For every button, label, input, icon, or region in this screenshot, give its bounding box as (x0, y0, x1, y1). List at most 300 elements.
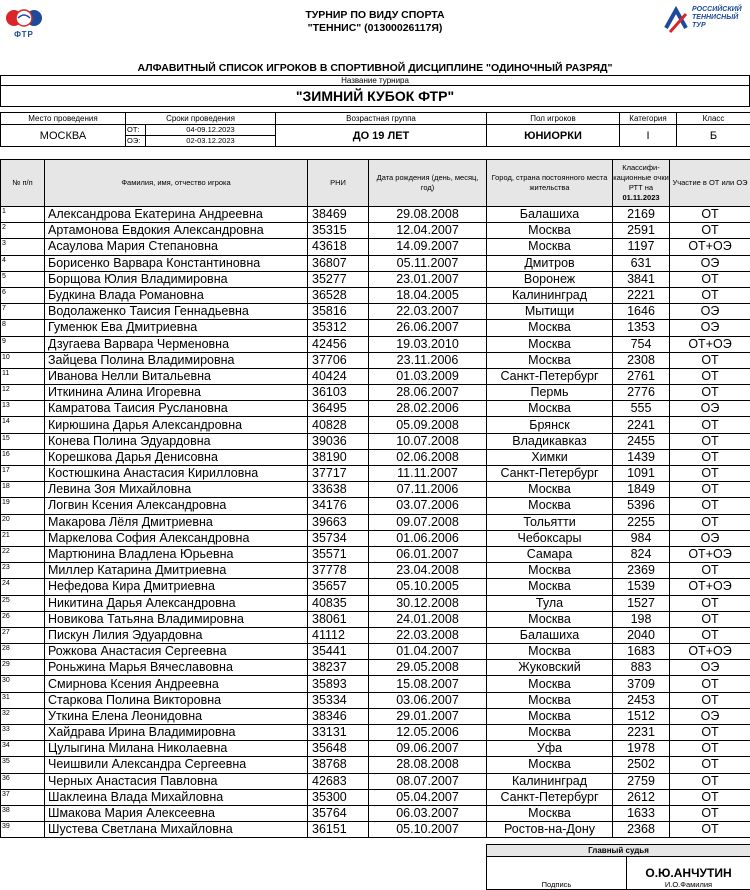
cell-part: ОТ (670, 611, 750, 627)
dates-label: Сроки проведения (126, 113, 276, 125)
col-name: Фамилия, имя, отчество игрока (45, 160, 308, 207)
cell-city: Москва (487, 239, 613, 255)
table-row (1, 708, 750, 724)
cell-points: 2241 (613, 417, 670, 433)
cell-city: Москва (487, 692, 613, 708)
cell-city: Москва (487, 611, 613, 627)
ot-dates: 04-09.12.2023 (146, 125, 276, 136)
cell-name: Новикова Татьяна Владимировна (45, 611, 308, 627)
cell-rni: 35315 (308, 223, 369, 239)
cell-rni: 38768 (308, 757, 369, 773)
table-row (1, 368, 750, 384)
cell-points: 1439 (613, 449, 670, 465)
cell-dob: 18.04.2005 (369, 287, 487, 303)
gender-value: ЮНИОРКИ (487, 125, 620, 147)
cell-no: 30 (1, 676, 45, 692)
cell-part: ОТ (670, 676, 750, 692)
table-row (1, 482, 750, 498)
cell-name: Роньжина Марья Вячеславовна (45, 660, 308, 676)
cell-rni: 40835 (308, 595, 369, 611)
judge-name-label: И.О.Фамилия (627, 880, 750, 889)
cell-part: ОТ (670, 692, 750, 708)
cell-part: ОЭ (670, 530, 750, 546)
cell-no: 20 (1, 514, 45, 530)
rtt-logo-line2: ТЕННИСНЫЙ (692, 14, 742, 22)
class-value: Б (677, 125, 750, 147)
cell-city: Владикавказ (487, 433, 613, 449)
table-row (1, 401, 750, 417)
cell-part: ОТ+ОЭ (670, 336, 750, 352)
col-part: Участие в ОТ или ОЭ (670, 160, 750, 207)
cell-part: ОТ (670, 287, 750, 303)
cell-rni: 38237 (308, 660, 369, 676)
cell-dob: 01.04.2007 (369, 644, 487, 660)
cell-no: 7 (1, 304, 45, 320)
cell-dob: 07.11.2006 (369, 482, 487, 498)
cell-rni: 35334 (308, 692, 369, 708)
cell-points: 2308 (613, 352, 670, 368)
cell-rni: 38469 (308, 207, 369, 223)
cell-part: ОЭ (670, 660, 750, 676)
cell-dob: 03.07.2006 (369, 498, 487, 514)
table-row (1, 805, 750, 821)
cell-city: Москва (487, 482, 613, 498)
cell-points: 2591 (613, 223, 670, 239)
table-row (1, 546, 750, 562)
cell-name: Асаулова Мария Степановна (45, 239, 308, 255)
tournament-name: "ЗИМНИЙ КУБОК ФТР" (1, 86, 750, 107)
cell-part: ОТ+ОЭ (670, 644, 750, 660)
col-rni: РНИ (308, 160, 369, 207)
table-row (1, 676, 750, 692)
cell-no: 33 (1, 725, 45, 741)
cell-dob: 11.11.2007 (369, 466, 487, 482)
cell-part: ОТ (670, 433, 750, 449)
cell-points: 824 (613, 546, 670, 562)
cell-name: Никитина Дарья Александровна (45, 595, 308, 611)
cell-dob: 05.11.2007 (369, 255, 487, 271)
cell-part: ОЭ (670, 401, 750, 417)
cell-part: ОЭ (670, 255, 750, 271)
cell-rni: 35657 (308, 579, 369, 595)
cell-part: ОТ (670, 595, 750, 611)
cell-part: ОТ (670, 822, 750, 838)
cell-city: Калининград (487, 287, 613, 303)
cell-no: 32 (1, 708, 45, 724)
cell-name: Миллер Катарина Дмитриевна (45, 563, 308, 579)
cell-name: Гуменюк Ева Дмитриевна (45, 320, 308, 336)
cell-city: Балашиха (487, 627, 613, 643)
cell-name: Шустева Светлана Михайловна (45, 822, 308, 838)
judge-name: О.Ю.АНЧУТИН (627, 866, 750, 880)
cell-part: ОТ (670, 449, 750, 465)
cell-city: Санкт-Петербург (487, 368, 613, 384)
cell-points: 5396 (613, 498, 670, 514)
cell-points: 3709 (613, 676, 670, 692)
cell-dob: 06.01.2007 (369, 546, 487, 562)
cell-points: 1683 (613, 644, 670, 660)
cell-name: Старкова Полина Викторовна (45, 692, 308, 708)
cell-name: Дзугаева Варвара Черменовна (45, 336, 308, 352)
cell-no: 23 (1, 563, 45, 579)
table-row (1, 757, 750, 773)
list-title: АЛФАВИТНЫЙ СПИСОК ИГРОКОВ В СПОРТИВНОЙ ДИСЦИПЛИНЕ "ОДИНОЧНЫЙ РАЗРЯД" (60, 62, 690, 74)
cell-rni: 37778 (308, 563, 369, 579)
cell-rni: 38061 (308, 611, 369, 627)
cell-points: 1353 (613, 320, 670, 336)
cell-dob: 09.07.2008 (369, 514, 487, 530)
col-points-date: 01.11.2023 (622, 193, 659, 202)
cell-dob: 29.08.2008 (369, 207, 487, 223)
table-row (1, 579, 750, 595)
cell-no: 24 (1, 579, 45, 595)
cell-rni: 35734 (308, 530, 369, 546)
age-value: ДО 19 ЛЕТ (276, 125, 487, 147)
cell-part: ОЭ (670, 320, 750, 336)
cell-name: Иткинина Алина Игоревна (45, 385, 308, 401)
cell-points: 2502 (613, 757, 670, 773)
cell-no: 37 (1, 789, 45, 805)
cell-name: Конева Полина Эдуардовна (45, 433, 308, 449)
cell-city: Брянск (487, 417, 613, 433)
cell-dob: 19.03.2010 (369, 336, 487, 352)
cell-part: ОТ (670, 466, 750, 482)
cell-no: 39 (1, 822, 45, 838)
cell-no: 21 (1, 530, 45, 546)
cell-no: 12 (1, 385, 45, 401)
cell-points: 754 (613, 336, 670, 352)
cell-name: Борисенко Варвара Константиновна (45, 255, 308, 271)
cell-part: ОТ (670, 352, 750, 368)
cell-name: Мартюнина Владлена Юрьевна (45, 546, 308, 562)
cell-dob: 06.03.2007 (369, 805, 487, 821)
cell-part: ОТ (670, 498, 750, 514)
tournament-name-label: Название турнира (1, 76, 750, 86)
cell-no: 6 (1, 287, 45, 303)
cell-dob: 15.08.2007 (369, 676, 487, 692)
cell-city: Москва (487, 805, 613, 821)
cell-name: Артамонова Евдокия Александровна (45, 223, 308, 239)
cell-name: Хайдрава Ирина Владимировна (45, 725, 308, 741)
cell-dob: 28.08.2008 (369, 757, 487, 773)
cell-points: 2761 (613, 368, 670, 384)
cell-city: Москва (487, 498, 613, 514)
cell-city: Чебоксары (487, 530, 613, 546)
cell-points: 1527 (613, 595, 670, 611)
cell-name: Александрова Екатерина Андреевна (45, 207, 308, 223)
cell-rni: 39663 (308, 514, 369, 530)
table-row (1, 498, 750, 514)
cell-city: Самара (487, 546, 613, 562)
cell-no: 26 (1, 611, 45, 627)
cell-points: 631 (613, 255, 670, 271)
cell-points: 2455 (613, 433, 670, 449)
cell-part: ОЭ (670, 304, 750, 320)
cell-part: ОТ (670, 725, 750, 741)
rtt-logo-line3: ТУР (692, 22, 742, 30)
cell-rni: 42456 (308, 336, 369, 352)
cell-part: ОТ (670, 482, 750, 498)
cell-name: Костюшкина Анастасия Кирилловна (45, 466, 308, 482)
table-row (1, 611, 750, 627)
table-row (1, 207, 750, 223)
venue-value: МОСКВА (1, 125, 126, 147)
cell-dob: 01.06.2006 (369, 530, 487, 546)
cell-no: 27 (1, 627, 45, 643)
table-row (1, 773, 750, 789)
cell-points: 1197 (613, 239, 670, 255)
table-row (1, 304, 750, 320)
cell-rni: 35764 (308, 805, 369, 821)
cell-dob: 05.04.2007 (369, 789, 487, 805)
cell-rni: 35312 (308, 320, 369, 336)
cell-no: 28 (1, 644, 45, 660)
table-row (1, 433, 750, 449)
cell-rni: 35571 (308, 546, 369, 562)
cell-dob: 02.06.2008 (369, 449, 487, 465)
cell-rni: 37706 (308, 352, 369, 368)
cell-points: 2221 (613, 287, 670, 303)
cell-part: ОТ (670, 385, 750, 401)
cell-no: 10 (1, 352, 45, 368)
title-line1: ТУРНИР ПО ВИДУ СПОРТА (150, 9, 600, 22)
cell-no: 31 (1, 692, 45, 708)
cell-no: 38 (1, 805, 45, 821)
cell-points: 2255 (613, 514, 670, 530)
table-row (1, 287, 750, 303)
cell-part: ОТ (670, 773, 750, 789)
cell-name: Кирюшина Дарья Александровна (45, 417, 308, 433)
cell-name: Смирнова Ксения Андреевна (45, 676, 308, 692)
cell-name: Камратова Таисия Руслановна (45, 401, 308, 417)
cell-city: Москва (487, 563, 613, 579)
cell-rni: 33638 (308, 482, 369, 498)
cell-rni: 40424 (308, 368, 369, 384)
cell-name: Пискун Лилия Эдуардовна (45, 627, 308, 643)
cell-city: Москва (487, 757, 613, 773)
cell-points: 2231 (613, 725, 670, 741)
cell-part: ОТ (670, 271, 750, 287)
cell-rni: 33131 (308, 725, 369, 741)
oe-label: ОЭ: (126, 136, 146, 147)
table-row (1, 822, 750, 838)
cell-city: Москва (487, 725, 613, 741)
col-no: № п/п (1, 160, 45, 207)
category-label: Категория (620, 113, 677, 125)
cell-rni: 42683 (308, 773, 369, 789)
rtt-logo-line1: РОССИЙСКИЙ (692, 6, 742, 14)
cell-rni: 35277 (308, 271, 369, 287)
cell-city: Дмитров (487, 255, 613, 271)
cell-dob: 05.10.2005 (369, 579, 487, 595)
cell-city: Москва (487, 708, 613, 724)
cell-name: Макарова Лёля Дмитриевна (45, 514, 308, 530)
cell-no: 5 (1, 271, 45, 287)
cell-dob: 30.12.2008 (369, 595, 487, 611)
cell-city: Москва (487, 579, 613, 595)
signature-label: Подпись (487, 857, 627, 890)
cell-name: Маркелова София Александровна (45, 530, 308, 546)
cell-name: Черных Анастасия Павловна (45, 773, 308, 789)
table-row (1, 627, 750, 643)
cell-city: Москва (487, 401, 613, 417)
tournament-name-table (0, 75, 750, 107)
table-row (1, 466, 750, 482)
cell-dob: 03.06.2007 (369, 692, 487, 708)
cell-city: Жуковский (487, 660, 613, 676)
age-label: Возрастная группа (276, 113, 487, 125)
cell-part: ОТ (670, 741, 750, 757)
cell-city: Тула (487, 595, 613, 611)
cell-dob: 29.05.2008 (369, 660, 487, 676)
cell-dob: 14.09.2007 (369, 239, 487, 255)
cell-rni: 35893 (308, 676, 369, 692)
cell-rni: 36495 (308, 401, 369, 417)
cell-no: 3 (1, 239, 45, 255)
cell-no: 8 (1, 320, 45, 336)
cell-part: ОТ (670, 805, 750, 821)
cell-no: 35 (1, 757, 45, 773)
cell-name: Будкина Влада Романовна (45, 287, 308, 303)
table-row (1, 725, 750, 741)
cell-city: Москва (487, 336, 613, 352)
cell-city: Воронеж (487, 271, 613, 287)
cell-city: Москва (487, 223, 613, 239)
cell-points: 2368 (613, 822, 670, 838)
cell-name: Иванова Нелли Витальевна (45, 368, 308, 384)
cell-points: 3841 (613, 271, 670, 287)
table-row (1, 449, 750, 465)
table-row (1, 239, 750, 255)
cell-rni: 37717 (308, 466, 369, 482)
cell-points: 555 (613, 401, 670, 417)
table-row (1, 271, 750, 287)
cell-dob: 28.02.2006 (369, 401, 487, 417)
cell-dob: 12.05.2006 (369, 725, 487, 741)
cell-part: ОТ (670, 223, 750, 239)
tournament-info-table (0, 112, 750, 147)
cell-city: Химки (487, 449, 613, 465)
cell-rni: 39036 (308, 433, 369, 449)
cell-dob: 23.01.2007 (369, 271, 487, 287)
cell-city: Санкт-Петербург (487, 789, 613, 805)
cell-part: ОТ (670, 207, 750, 223)
table-row (1, 692, 750, 708)
cell-city: Ростов-на-Дону (487, 822, 613, 838)
cell-points: 2759 (613, 773, 670, 789)
cell-name: Зайцева Полина Владимировна (45, 352, 308, 368)
cell-points: 1539 (613, 579, 670, 595)
table-row (1, 595, 750, 611)
venue-label: Место проведения (1, 113, 126, 125)
cell-city: Балашиха (487, 207, 613, 223)
cell-city: Уфа (487, 741, 613, 757)
table-row (1, 530, 750, 546)
cell-part: ОТ (670, 417, 750, 433)
col-dob: Дата рождения (день, месяц, год) (369, 160, 487, 207)
cell-dob: 28.06.2007 (369, 385, 487, 401)
cell-rni: 36807 (308, 255, 369, 271)
table-row (1, 563, 750, 579)
cell-rni: 41112 (308, 627, 369, 643)
cell-no: 15 (1, 433, 45, 449)
table-row (1, 660, 750, 676)
cell-points: 2612 (613, 789, 670, 805)
cell-rni: 34176 (308, 498, 369, 514)
cell-dob: 08.07.2007 (369, 773, 487, 789)
cell-no: 11 (1, 368, 45, 384)
cell-part: ОТ (670, 789, 750, 805)
cell-part: ОТ (670, 757, 750, 773)
cell-no: 29 (1, 660, 45, 676)
cell-points: 1849 (613, 482, 670, 498)
table-row (1, 514, 750, 530)
table-row (1, 644, 750, 660)
cell-rni: 36103 (308, 385, 369, 401)
cell-dob: 01.03.2009 (369, 368, 487, 384)
cell-points: 1512 (613, 708, 670, 724)
cell-part: ОТ (670, 514, 750, 530)
ot-label: ОТ: (126, 125, 146, 136)
cell-rni: 38346 (308, 708, 369, 724)
cell-no: 36 (1, 773, 45, 789)
cell-part: ОТ+ОЭ (670, 579, 750, 595)
table-row (1, 336, 750, 352)
ftr-logo (4, 6, 44, 40)
cell-dob: 22.03.2008 (369, 627, 487, 643)
cell-name: Шаклеина Влада Михайловна (45, 789, 308, 805)
cell-dob: 26.06.2007 (369, 320, 487, 336)
rtt-logo (664, 4, 746, 38)
cell-part: ОТ (670, 563, 750, 579)
cell-no: 19 (1, 498, 45, 514)
cell-dob: 22.03.2007 (369, 304, 487, 320)
cell-rni: 36151 (308, 822, 369, 838)
cell-city: Москва (487, 320, 613, 336)
cell-name: Левина Зоя Михайловна (45, 482, 308, 498)
cell-city: Москва (487, 352, 613, 368)
cell-dob: 12.04.2007 (369, 223, 487, 239)
cell-points: 1978 (613, 741, 670, 757)
cell-no: 25 (1, 595, 45, 611)
cell-part: ОТ+ОЭ (670, 546, 750, 562)
cell-city: Пермь (487, 385, 613, 401)
cell-dob: 10.07.2008 (369, 433, 487, 449)
cell-city: Москва (487, 676, 613, 692)
category-value: I (620, 125, 677, 147)
cell-dob: 23.04.2008 (369, 563, 487, 579)
gender-label: Пол игроков (487, 113, 620, 125)
title-line2: "ТЕННИС" (01300026117Я) (150, 22, 600, 35)
cell-no: 14 (1, 417, 45, 433)
cell-name: Водолаженко Таисия Геннадьевна (45, 304, 308, 320)
cell-rni: 43618 (308, 239, 369, 255)
cell-rni: 35816 (308, 304, 369, 320)
table-row (1, 385, 750, 401)
cell-rni: 38190 (308, 449, 369, 465)
cell-city: Санкт-Петербург (487, 466, 613, 482)
cell-name: Чеишвили Александра Сергеевна (45, 757, 308, 773)
cell-dob: 05.10.2007 (369, 822, 487, 838)
cell-name: Нефедова Кира Дмитриевна (45, 579, 308, 595)
cell-no: 4 (1, 255, 45, 271)
cell-rni: 35300 (308, 789, 369, 805)
oe-dates: 02-03.12.2023 (146, 136, 276, 147)
cell-points: 2776 (613, 385, 670, 401)
cell-points: 2040 (613, 627, 670, 643)
cell-dob: 29.01.2007 (369, 708, 487, 724)
cell-points: 198 (613, 611, 670, 627)
